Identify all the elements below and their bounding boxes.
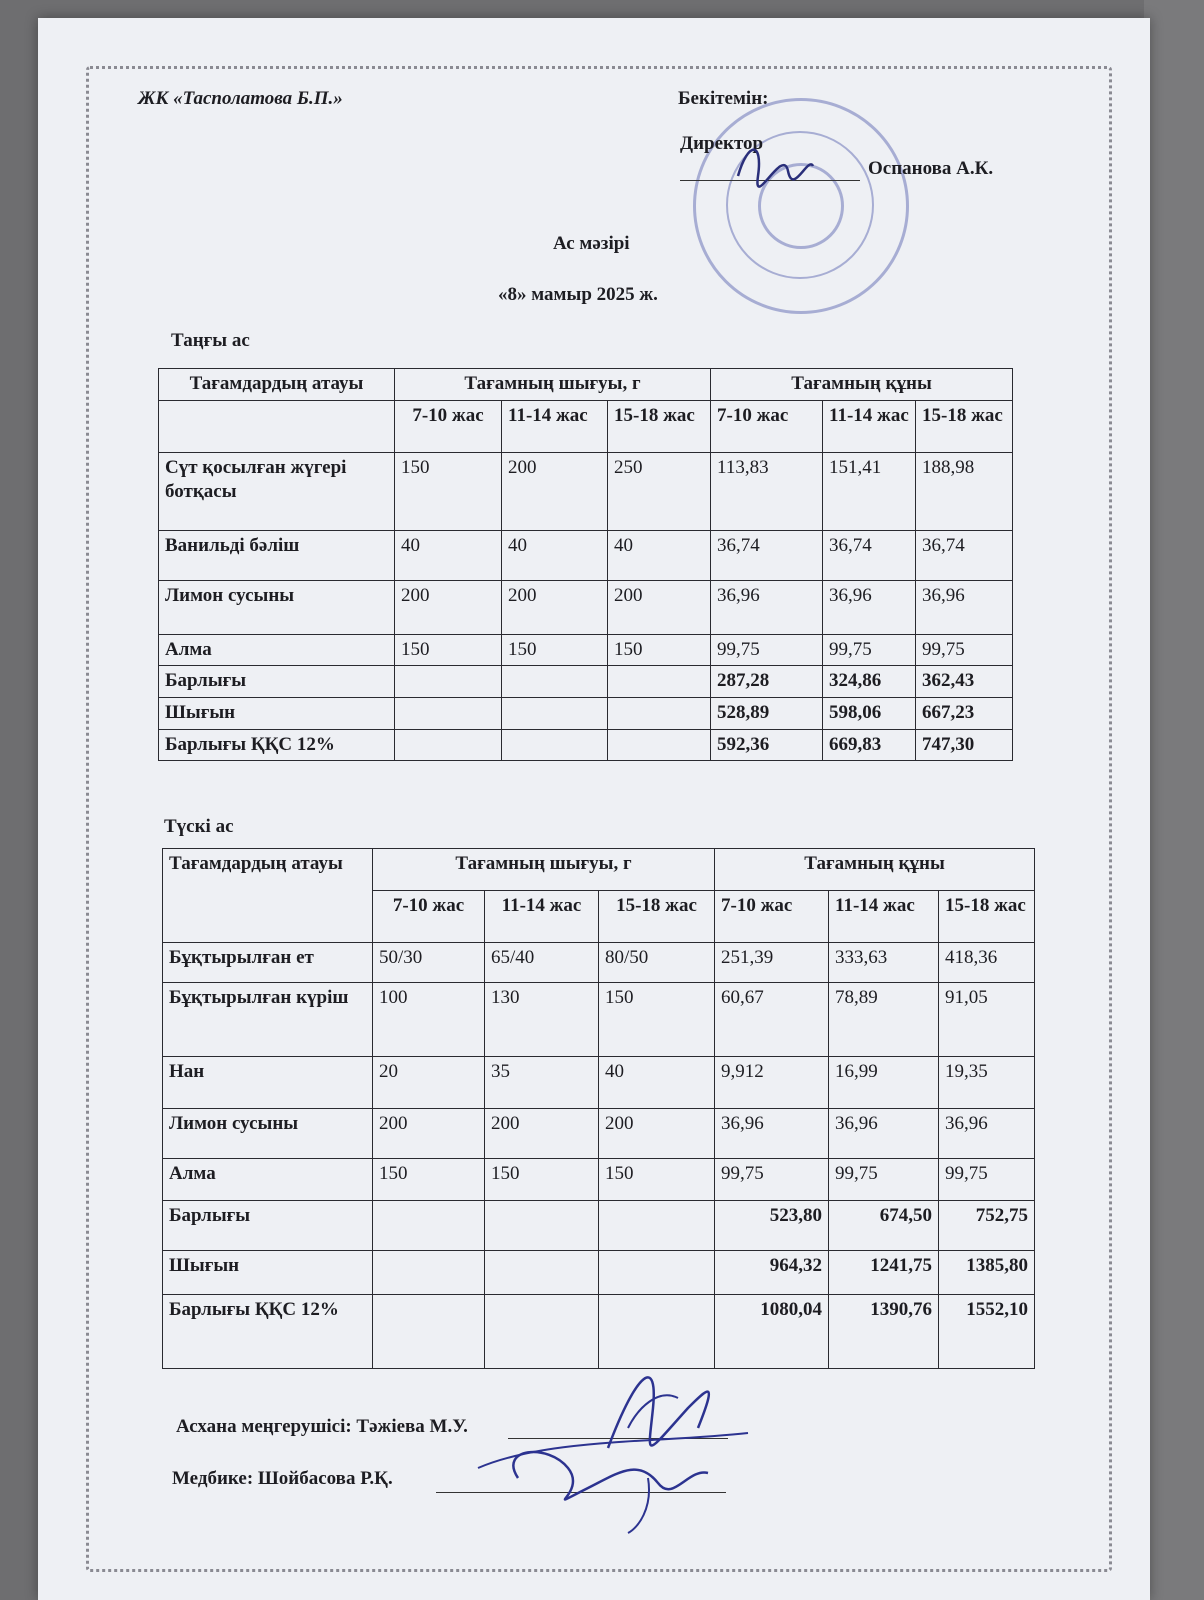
total-cost-cell: 1080,04 [715,1295,829,1369]
director-label: Директор [680,133,764,154]
background-right [1144,0,1204,1600]
output-cell: 150 [599,1159,715,1201]
breakfast-table [158,368,1013,761]
director-name: Оспанова А.К. [868,158,994,179]
cost-cell: 99,75 [711,634,823,666]
dish-name: Лимон сусыны [163,1109,373,1159]
dish-name: Нан [163,1057,373,1109]
dish-name: Бұқтырылған күріш [163,983,373,1057]
cost-cell: 16,99 [829,1057,939,1109]
cost-cell: 36,96 [939,1109,1035,1159]
total-row [163,1251,1035,1295]
output-cell: 150 [485,1159,599,1201]
output-cell: 200 [599,1109,715,1159]
total-cost-cell: 1385,80 [939,1251,1035,1295]
output-cell: 40 [599,1057,715,1109]
output-cell: 150 [502,634,608,666]
cost-cell: 60,67 [715,983,829,1057]
output-cell: 200 [395,580,502,634]
dish-name: Алма [163,1159,373,1201]
col-cost-header: Тағамның құны [711,369,1013,401]
total-cost-cell: 287,28 [711,666,823,698]
output-cell: 35 [485,1057,599,1109]
output-cell: 100 [373,983,485,1057]
output-cell: 250 [608,452,711,530]
age-group-header: 15-18 жас [599,891,715,943]
age-group-header: 11-14 жас [485,891,599,943]
total-cost-cell: 1390,76 [829,1295,939,1369]
official-stamp [693,98,909,314]
output-cell: 130 [485,983,599,1057]
table-row [163,1109,1035,1159]
cost-cell: 188,98 [916,452,1013,530]
dish-name: Лимон сусыны [159,580,395,634]
output-cell: 50/30 [373,943,485,983]
age-group-header: 7-10 жас [715,891,829,943]
organization-name: ЖК «Тасполатова Б.П.» [138,88,343,109]
age-group-header: 15-18 жас [608,400,711,452]
table-row [159,580,1013,634]
col-name-header: Тағамдардың атауы [159,369,395,401]
age-group-header: 7-10 жас [711,400,823,452]
total-cost-cell: 667,23 [916,698,1013,730]
cost-cell: 36,96 [715,1109,829,1159]
age-group-header: 11-14 жас [829,891,939,943]
output-cell: 150 [373,1159,485,1201]
director-signature [728,136,818,196]
table-row [163,1057,1035,1109]
table-header-row [159,369,1013,401]
total-cost-cell: 747,30 [916,729,1013,761]
table-row [163,1159,1035,1201]
cost-cell: 333,63 [829,943,939,983]
document-sheet [38,18,1150,1600]
cost-cell: 36,96 [829,1109,939,1159]
output-cell: 200 [373,1109,485,1159]
cost-cell: 36,74 [916,530,1013,580]
cost-cell: 418,36 [939,943,1035,983]
age-group-header: 7-10 жас [373,891,485,943]
cost-cell: 91,05 [939,983,1035,1057]
col-name-header: Тағамдардың атауы [163,849,373,943]
cost-cell: 251,39 [715,943,829,983]
total-cost-cell: 324,86 [823,666,916,698]
output-cell: 150 [608,634,711,666]
dish-name: Сүт қосылған жүгері ботқасы [159,452,395,530]
total-cost-cell: 362,43 [916,666,1013,698]
table-row [159,452,1013,530]
nurse-label: Медбике: Шойбасова Р.Қ. [172,1468,393,1489]
table-row [159,530,1013,580]
total-row [159,729,1013,761]
total-cost-cell: 598,06 [823,698,916,730]
cost-cell: 151,41 [823,452,916,530]
age-group-header: 15-18 жас [939,891,1035,943]
table-row [163,983,1035,1057]
output-cell: 200 [485,1109,599,1159]
cost-cell: 78,89 [829,983,939,1057]
approval-label: Бекітемін: [678,88,769,109]
total-cost-cell: 669,83 [823,729,916,761]
output-cell: 40 [608,530,711,580]
menu-title: Ас мәзірі [553,233,630,254]
menu-date: «8» мамыр 2025 ж. [498,284,658,305]
cost-cell: 99,75 [916,634,1013,666]
total-label: Барлығы ҚҚС 12% [159,729,395,761]
cost-cell: 36,96 [916,580,1013,634]
age-group-row [159,400,1013,452]
cost-cell: 36,96 [711,580,823,634]
output-cell: 200 [502,580,608,634]
dish-name: Ванильді бәліш [159,530,395,580]
cost-cell: 36,96 [823,580,916,634]
output-cell: 65/40 [485,943,599,983]
total-label: Шығын [163,1251,373,1295]
dish-name: Бұқтырылған ет [163,943,373,983]
total-cost-cell: 752,75 [939,1201,1035,1251]
cost-cell: 99,75 [939,1159,1035,1201]
output-cell: 150 [395,452,502,530]
output-cell: 80/50 [599,943,715,983]
lunch-table [162,848,1035,1369]
total-row [159,698,1013,730]
cost-cell: 36,74 [711,530,823,580]
dish-name: Алма [159,634,395,666]
output-cell: 150 [395,634,502,666]
output-cell: 200 [502,452,608,530]
total-row [159,666,1013,698]
cost-cell: 99,75 [829,1159,939,1201]
table-header-row [163,849,1035,891]
total-label: Барлығы [159,666,395,698]
output-cell: 20 [373,1057,485,1109]
age-group-header: 11-14 жас [502,400,608,452]
total-cost-cell: 1241,75 [829,1251,939,1295]
age-group-header: 11-14 жас [823,400,916,452]
total-cost-cell: 674,50 [829,1201,939,1251]
total-label: Шығын [159,698,395,730]
total-cost-cell: 1552,10 [939,1295,1035,1369]
age-group-header: 15-18 жас [916,400,1013,452]
cost-cell: 99,75 [823,634,916,666]
kitchen-head-label: Асхана меңгерушісі: Тәжіева М.У. [176,1416,468,1437]
footer-signature [458,1348,758,1538]
table-row [163,943,1035,983]
total-cost-cell: 528,89 [711,698,823,730]
cost-cell: 9,912 [715,1057,829,1109]
output-cell: 200 [608,580,711,634]
cost-cell: 36,74 [823,530,916,580]
table-row [159,634,1013,666]
cost-cell: 19,35 [939,1057,1035,1109]
lunch-heading: Түскі ас [164,816,234,837]
total-cost-cell: 523,80 [715,1201,829,1251]
total-label: Барлығы ҚҚС 12% [163,1295,373,1369]
age-group-header: 7-10 жас [395,400,502,452]
breakfast-heading: Таңғы ас [171,330,250,351]
col-cost-header: Тағамның құны [715,849,1035,891]
total-cost-cell: 592,36 [711,729,823,761]
col-output-header: Тағамның шығуы, г [395,369,711,401]
total-row [163,1201,1035,1251]
col-output-header: Тағамның шығуы, г [373,849,715,891]
output-cell: 40 [395,530,502,580]
cost-cell: 113,83 [711,452,823,530]
total-label: Барлығы [163,1201,373,1251]
total-cost-cell: 964,32 [715,1251,829,1295]
output-cell: 40 [502,530,608,580]
output-cell: 150 [599,983,715,1057]
cost-cell: 99,75 [715,1159,829,1201]
